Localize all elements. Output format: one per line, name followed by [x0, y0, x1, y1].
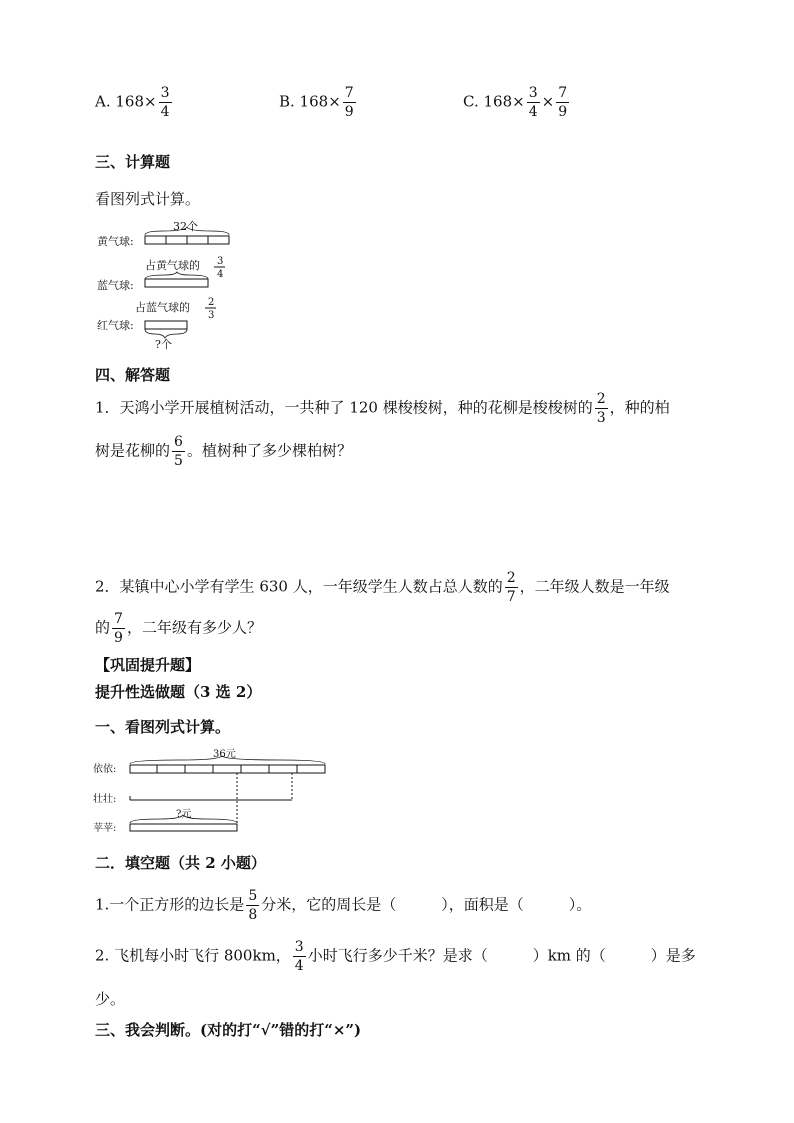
section-3-heading: 三、计算题 [95, 153, 171, 171]
fill-1-text-b: 分米，它的周长是（ ），面积是（ ）。 [261, 895, 592, 914]
section-3-instruction: 看图列式计算。 [95, 190, 201, 208]
red-label: 红气球: [97, 319, 134, 332]
option-b-text: B. 168× [279, 92, 341, 111]
fill-2-fraction: $\frac{3}{4}$ [294, 939, 304, 974]
blue-label: 蓝气球: [97, 279, 134, 292]
q1-text-d: 。植树种了多少棵柏树？ [186, 441, 352, 460]
part-2-heading: 二．填空题（共 2 小题） [95, 854, 266, 872]
q2-text-c: 的 [95, 618, 111, 637]
option-a-fraction: $\frac{3}{4}$ [160, 85, 170, 120]
q2-text-b: ，二年级人数是一年级 [519, 577, 670, 596]
q1-text-a: 1．天鸿小学开展植树活动，一共种了 120 棵梭梭树，种的花柳是梭梭树的 [95, 398, 593, 417]
option-a [95, 86, 174, 119]
red-question: ?个 [155, 338, 172, 350]
blue-den: 4 [217, 269, 224, 280]
red-note: 占蓝气球的 [135, 301, 190, 314]
money-diagram [90, 745, 335, 840]
consolidate-subtitle: 提升性选做题（3 选 2） [95, 683, 262, 701]
section-4-heading: 四、解答题 [95, 366, 171, 384]
red-num: 2 [208, 297, 215, 308]
option-c-fraction-1: $\frac{3}{4}$ [528, 85, 538, 120]
red-den: 3 [208, 310, 215, 321]
q2-text-d: ，二年级有多少人？ [126, 618, 262, 637]
blue-num: 3 [217, 256, 224, 267]
option-c [463, 86, 571, 119]
fill-2 [95, 940, 696, 973]
q2-fraction-2: $\frac{7}{9}$ [114, 611, 123, 646]
fill-1-fraction: $\frac{5}{8}$ [248, 888, 258, 923]
part-3-heading: 三、我会判断。(对的打“√”错的打“×”) [95, 1021, 362, 1039]
fill-1 [95, 889, 591, 922]
q1-line-1 [95, 392, 670, 425]
pingping-amount: ?元 [176, 809, 192, 820]
q1-fraction-2: $\frac{6}{5}$ [174, 434, 183, 469]
yellow-label: 黄气球: [97, 235, 134, 248]
fill-1-text-a: 1.一个正方形的边长是 [95, 895, 245, 914]
part-1-heading: 一、看图列式计算。 [95, 718, 231, 736]
yellow-count: 32个 [173, 220, 198, 233]
option-a-text: A. 168× [95, 92, 157, 111]
q1-fraction-1: $\frac{2}{3}$ [596, 391, 606, 426]
option-c-fraction-2: $\frac{7}{9}$ [558, 85, 568, 120]
q2-line-1 [95, 571, 670, 604]
q2-fraction-1: $\frac{2}{7}$ [506, 570, 516, 605]
consolidate-title: 【巩固提升题】 [95, 656, 201, 674]
fill-2-text-c: 少。 [95, 990, 126, 1008]
option-c-text: C. 168× [463, 92, 525, 111]
q1-line-2 [95, 435, 352, 468]
q2-line-2 [95, 612, 262, 645]
yiyi-amount: 36元 [213, 749, 236, 760]
q1-text-b: ，种的柏 [609, 398, 670, 417]
fill-2-text-b: 小时飞行多少千米？是求（ ）km 的（ ）是多 [307, 946, 696, 965]
q2-text-a: 2．某镇中心小学有学生 630 人，一年级学生人数占总人数的 [95, 577, 503, 596]
pingping-label: 苹苹: [93, 823, 117, 834]
blue-note: 占黄气球的 [145, 259, 200, 272]
yiyi-label: 依依: [93, 764, 117, 775]
option-c-times: × [541, 92, 555, 111]
fill-2-text-a: 2. 飞机每小时飞行 800km， [95, 946, 291, 965]
balloon-diagram [93, 215, 243, 350]
q1-text-c: 树是花柳的 [95, 441, 171, 460]
zhuang-label: 壮壮: [93, 794, 117, 805]
option-b-fraction: $\frac{7}{9}$ [344, 85, 354, 120]
option-b [279, 86, 358, 119]
